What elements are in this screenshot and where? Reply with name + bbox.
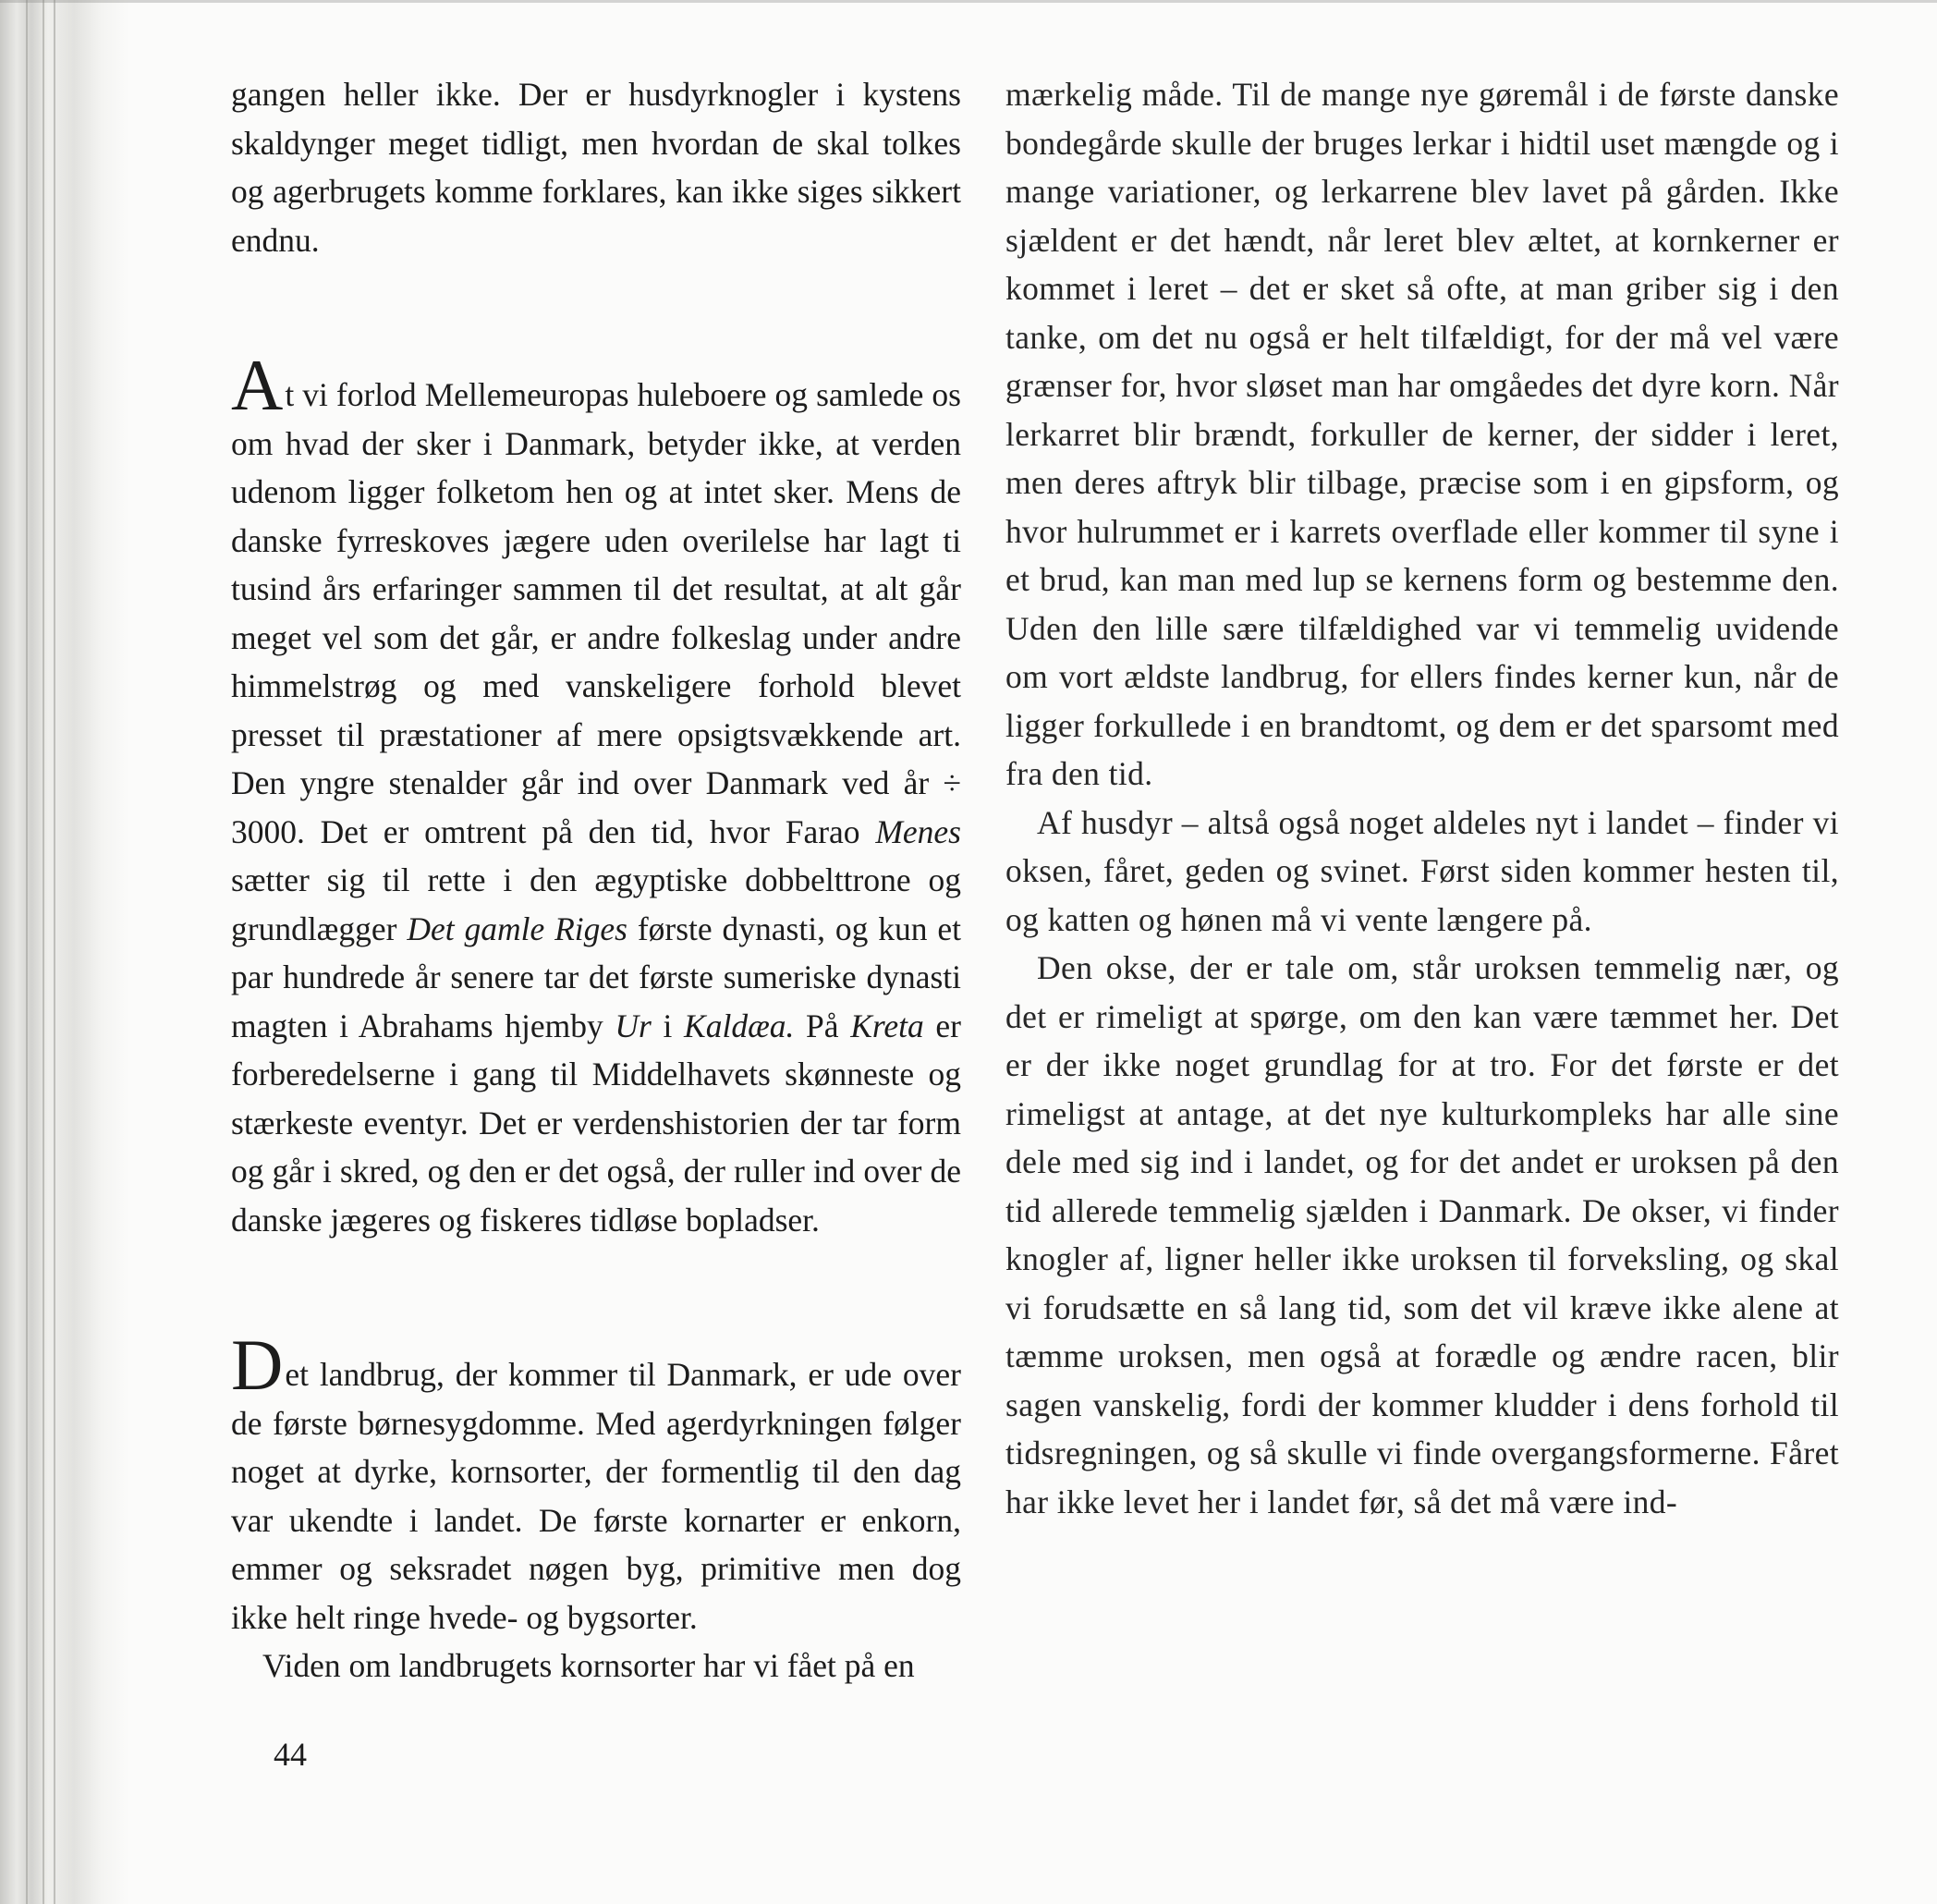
- right-text-column: [1005, 70, 1839, 1526]
- page-number: 44: [274, 1736, 307, 1773]
- paragraph: Af husdyr – altså også noget aldeles nyt i landet – finder vi oksen, fåret, geden og svinet. Først siden kommer hesten til, og katten og hønen må vi vente længere på.: [1005, 803, 1839, 938]
- paragraph: [231, 345, 961, 1244]
- paragraph: Viden om landbrugets kornsorter har vi fået på en: [262, 1647, 915, 1684]
- section-spacer: [231, 264, 961, 361]
- italic-name: Ur: [615, 1007, 652, 1044]
- paragraph: Den okse, der er tale om, står uroksen temmelig nær, og det er rimeligt at spørge, om den kan være tæmmet her. Det er der ikke noget grundlag for at tro. For det første er det rimeligst at antage, at det nye kulturkompleks har alle sine dele med sig ind i landet, og for det andet er uroksen på den tid allerede temmelig sjælden i Danmark. De okser, vi finder knogler af, ligner heller ikke uroksen til forveksling, og skal vi forudsætte en så lang tid, som det vil kræve ikke alene at tæmme uroksen, men også at forædle og ændre racen, blir sagen vanskelig, fordi der kommer kludder i dens forhold til tidsregningen, og så skulle vi finde overgangsformerne. Fåret har ikke levet her i landet før, så det må være ind-: [1005, 949, 1839, 1520]
- text-run: i: [651, 1007, 685, 1044]
- page-top-edge: [0, 0, 1937, 3]
- left-text-column: [231, 70, 961, 1690]
- text-run: et landbrug, der kommer til Danmark, er ude over de første børnesygdomme. Med agerdyrkningen følger noget at dyrke, kornsorter, der formentlig til den dag var ukendte i landet. De første kornarter er enkorn, emmer og seksradet nøgen byg, primitive men dog ikke helt ringe hvede- og bygsorter.: [231, 1356, 961, 1636]
- spine-line: [26, 0, 28, 1904]
- text-run: er forberedelserne i gang til Middelhavets skønneste og stærkeste eventyr. Det er verdenshistorien der tar form og går i skred, og den er det også, der ruller ind over de danske jægeres og fiskeres tidløse bopladser.: [231, 1007, 961, 1239]
- text-run: t vi forlod Mellemeuropas huleboere og samlede os om hvad der sker i Danmark, betyder ikke, at verden udenom ligger folketom hen og at intet sker. Mens de danske fyrreskoves jægere uden overilelse har lagt ti tusind års erfaringer sammen til det resultat, at alt går meget vel som det går, er andre folkeslag under andre himmelstrøg og med vanskeligere forhold blevet presset til præstationer af mere opsigtsvækkende art. Den yngre stenalder går ind over Danmark ved år ÷ 3000. Det er omtrent på den tid, hvor Farao: [231, 376, 961, 850]
- text-run: På: [794, 1007, 851, 1044]
- italic-name: Kreta: [850, 1007, 924, 1044]
- spine-line: [43, 0, 44, 1904]
- text-run: sætter sig til rette i den ægyptiske dobbelttrone og grundlægger: [231, 861, 961, 947]
- section-spacer: [231, 1244, 961, 1341]
- spine-line: [54, 0, 55, 1904]
- italic-name: Det gamle Riges: [407, 909, 627, 947]
- paragraph: mærkelig måde. Til de mange nye gøremål i de første danske bondegårde skulle der bruges lerkar i hidtil uset mængde og i mange variationer, og lerkarrene blev lavet på gården. Ikke sjældent er det hændt, når leret blev æltet, at kornkerner er kommet i leret – det er sket så ofte, at man griber sig i den tanke, om det nu også er helt tilfældigt, for der må vel være grænser for, hvor sløset man har omgåedes det dyre korn. Når lerkarret blir brændt, forkuller de kerner, der sidder i leret, men deres aftryk blir tilbage, præcise som i en gipsform, og hvor hulrummet er i karrets overflade eller kommer til syne i et brud, kan man med lup se kernens form og bestemme den. Uden den lille sære tilfældighed var vi temmelig uvidende om vort ældste landbrug, for ellers findes kerner kun, når de ligger forkullede i en brandtomt, og dem er det sparsomt med fra den tid.: [1005, 76, 1839, 792]
- initial-letter: D: [231, 1324, 284, 1405]
- initial-letter: A: [231, 345, 284, 425]
- text-run: første dynasti, og kun et par hundrede år senere tar det første sumeriske dynasti magten i Abrahams hjemby: [231, 909, 961, 1044]
- paragraph: [231, 1324, 961, 1642]
- italic-name: Kaldæa.: [684, 1007, 795, 1044]
- paragraph: gangen heller ikke. Der er husdyrknogler i kystens skaldynger meget tidligt, men hvordan de skal tolkes og agerbrugets komme forklares, kan ikke siges sikkert endnu.: [231, 76, 961, 259]
- italic-name: Menes: [875, 812, 961, 850]
- book-spine-shadow: [0, 0, 129, 1904]
